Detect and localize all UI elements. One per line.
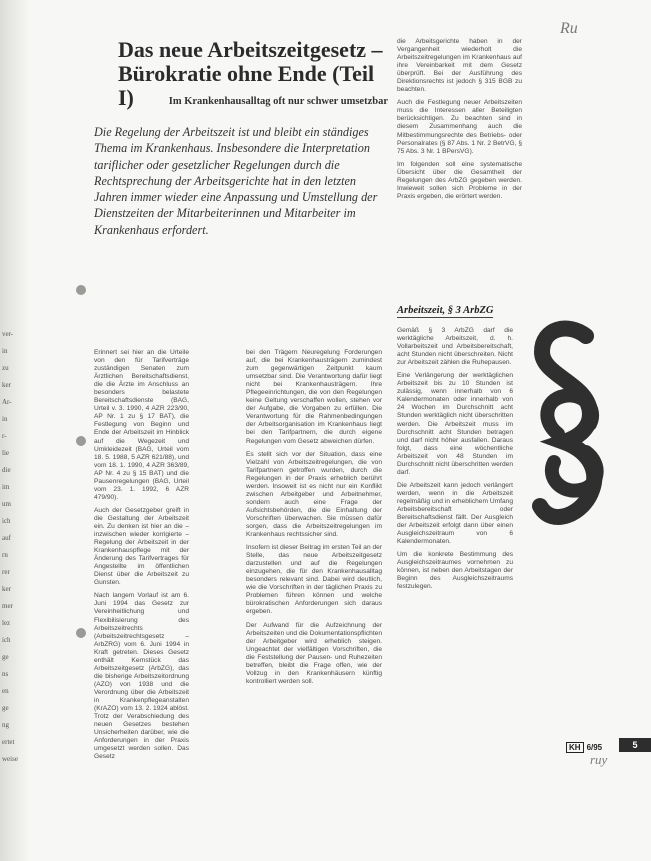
punch-hole-middle: [76, 436, 86, 446]
punch-hole-bottom: [76, 628, 86, 638]
margin-fragment: ns: [2, 670, 9, 678]
article-intro: Die Regelung der Arbeitszeit ist und bleibt ein ständiges Thema im Krankenhaus. Insbesondere die Interpretation tariflicher oder gesetzlicher Regelungen durch die Rechtsprechung der Arbeitsgerichte hat in den letzten Jahren immer wieder eine Anpassung und Umstellung der Dienstzeiten der Mitarbeiterinnen und Mitarbeiter im Krankenhaus erfordert.: [94, 125, 378, 237]
handwritten-note-top: Ru: [560, 20, 578, 37]
paragraph: Auch der Gesetzgeber greift in die Gestaltung der Arbeitszeit ein. Zu denken ist hier an die – inzwischen wieder korrigierte – Regelung der Arbeitszeit in der Krankenhauspflege mit der Änderung des Tarifvertrages für Angestellte im öffentlichen Dienst über die Arbeitszeit zu Gunsten.: [94, 506, 189, 587]
paragraph: Eine Verlängerung der werktäglichen Arbeitszeit bis zu 10 Stunden ist zulässig, wenn innerhalb von 6 Kalendermonaten oder innerhalb von 24 Wochen im Durchschnitt acht Stunden werktäglich nicht überschritten werden. Die Arbeitszeit muss im Durchschnitt acht Stunden betragen und darf nicht höher ausfallen. Daraus folgt, dass eine wöchentliche Arbeitszeit von 48 Stunden im Durchschnitt nicht überschritten werden darf.: [397, 372, 513, 476]
margin-fragment: mer: [2, 602, 13, 610]
margin-fragment: die: [2, 466, 11, 474]
paragraph: Gemäß § 3 ArbZG darf die werktägliche Arbeitszeit, d. h. Vollarbeitszeit und Arbeitsbereitschaft, acht Stunden nicht überschreiten. Nicht zur Arbeitszeit zählen die Ruhepausen.: [397, 327, 513, 367]
margin-fragment: ich: [2, 636, 11, 644]
paragraph: Die Arbeitszeit kann jedoch verlängert werden, wenn in die Arbeitszeit regelmäßig und in erheblichem Umfang Arbeitsbereitschaft oder Bereitschaftsdienst fällt. Der Ausgleich der Arbeitszeit erfolgt dann über einen Ausgleichszeitraum von 6 Kalendermonaten.: [397, 481, 513, 546]
margin-fragment: weise: [2, 755, 18, 763]
handwritten-note-bottom: ruy: [590, 752, 608, 767]
paragraph: Im folgenden soll eine systematische Übersicht über die Gesamtheit der Regelungen des ArbZG gegeben werden. Inwieweit sollen sich Probleme in der Praxis ergeben, die erörtert werden.: [397, 160, 522, 200]
paragraph: Insofern ist dieser Beitrag im ersten Teil an der Stelle, das neue Arbeitszeitgesetz darzustellen und auf die Regelungen einzugehen, die für den Krankenhausalltag besonders relevant sind. Dabei wird deutlich, wie die Vorschriften in der täglichen Praxis zu Problemen führen können und welche bürokratischen Anforderungen sich daraus ergeben.: [246, 544, 382, 616]
margin-fragment: Ar-: [2, 398, 12, 406]
margin-fragment: um: [2, 500, 11, 508]
margin-fragment: ich: [2, 517, 11, 525]
margin-fragment: rn: [2, 551, 8, 559]
margin-fragment: in: [2, 347, 8, 355]
section-heading: Arbeitszeit, § 3 ArbZG: [397, 305, 494, 316]
body-column-1: [94, 349, 189, 761]
margin-fragment: ertet: [2, 738, 15, 746]
paragraph: Nach langem Vorlauf ist am 6. Juni 1994 das Gesetz zur Vereinheitlichung und Flexibilisierung des Arbeitszeitrechts (Arbeitszeitrechtsgesetz – ArbZRG) vom 6. Juni 1994 in Kraft getreten. Dieses Gesetz enthält Kernstück das Arbeitszeitgesetz (ArbZG), das die bisherige Arbeitszeitordnung (AZO) von 1938 und die Verordnung über die Arbeitszeit in Krankenpflegeanstalten (KrAZO) vom 13. 2. 1924 ablöst. Trotz der Verabschiedung des neuen Gesetzes bestehen Unsicherheiten darüber, wie die Anforderungen in der Praxis umgesetzt werden sollen. Das Gesetz: [94, 592, 189, 761]
margin-fragment: zu: [2, 364, 9, 372]
paragraph: die Arbeitsgerichte haben in der Vergangenheit wiederholt die Arbeitszeitregelungen im Krankenhaus auf ihre Vereinbarkeit mit dem Gesetz überprüft. Bei der Ausführung des Direktionsrechts ist jedoch § 315 BGB zu beachten.: [397, 38, 522, 94]
margin-fragment: ge: [2, 653, 9, 661]
paragraph: bei den Trägern Neuregelung Forderungen auf, die bei Krankenhausträgern zumindest zum gegenwärtigen Zeitpunkt kaum umsetzbar sind. Die Verantwortung dafür liegt nicht bei Krankenhausträgern. Ihre Pflegeeinrichtungen, die von den Regelungen keine Geltung verschaffen wollen, stehen vor der Aufgabe, die Vorgaben zu erfüllen. Die Verantwortung für die Rahmenbedingungen der Arbeitsorganisation im Krankenhaus liegt bei den Tarifpartnern, die durch eigene Regelungen vom Gesetz abweichen dürfen.: [246, 349, 382, 445]
margin-fragment: ver-: [2, 330, 14, 338]
article-subtitle: Im Krankenhausalltag oft nur schwer umsetzbar: [168, 96, 388, 107]
margin-fragment: ng: [2, 721, 9, 729]
paragraph: Es stellt sich vor der Situation, dass eine Vielzahl von Arbeitszeitregelungen, die von Tarifpartnern getroffen wurden, durch die Regelungen in der Praxis erheblich berührt werden. Insoweit ist es nicht nur ein Konflikt zwischen Arbeitgeber und Arbeitnehmer, sondern auch eine Frage der Aufsichtsbehörden, die die Einhaltung der Vorschriften überwachen. Sie müssen dafür sorgen, dass die Arbeitszeitregelungen im Krankenhaus rechtssicher sind.: [246, 450, 382, 539]
issue-number: 6/95: [586, 743, 603, 752]
paragraph: Auch die Festlegung neuer Arbeitszeiten muss die Interessen aller Beteiligten berücksichtigen. Zu beachten sind in diesem Zusammenhang auch die Mitbestimmungsrechte des Betriebs- oder Personalrates (§ 87 Abs. 1 Nr. 2 BetrVG, § 75 Abs. 3 Nr. 1 BPersVG).: [397, 99, 522, 155]
margin-fragment: lie: [2, 449, 9, 457]
paragraph: Um die konkrete Bestimmung des Ausgleichszeitraumes vornehmen zu können, ist neben den Arbeitstagen der Beginn des Ausgleichszeitraums festzulegen.: [397, 551, 513, 591]
page-number: 5: [619, 738, 651, 752]
paragraph-sign-icon: [528, 318, 616, 558]
margin-fragment: lez: [2, 619, 11, 627]
body-column-3-top: [397, 38, 522, 308]
article-title: Das neue Arbeitszeitgesetz – Bürokratie ohne Ende (Teil I): [118, 37, 383, 110]
margin-fragment: rer: [2, 568, 10, 576]
paragraph: Der Aufwand für die Aufzeichnung der Arbeitszeiten und die Dokumentationspflichten der Arbeitgeber wird erheblich steigen. Ungeachtet der vielfältigen Vorschriften, die die Feststellung der Pausen- und Ruhezeiten betreffen, bleibt die Frage offen, wie der Vollzug in den Krankenhäusern künftig kontrolliert werden soll.: [246, 621, 382, 685]
body-column-2: [246, 349, 382, 859]
paragraph: Erinnert sei hier an die Urteile von den für Tarifverträge zuständigen Senaten zum Ärztlichen Bereitschaftsdienst, die die Ärzte im Anschluss an besonders belastete Bereitschaftsdienste (BAG, Urteil v. 3. 1990, 4 AZR 223/90, AP Nr. 1 zu § 17 BAT), die Festlegung von Beginn und Ende der Arbeitszeit im Hinblick auf die Wegezeit und Umkleidezeit (BAG, Urteil vom 18. 5. 1988, 5 AZR 621/88), und vom 18. 1. 1990, 4 AZR 363/89, AP Nr. 4 zu § 15 BAT) und die Pausenregelungen (BAG, Urteil vom 23. 1. 1992, 6 AZR 479/90).: [94, 349, 189, 501]
margin-fragment: ge: [2, 704, 9, 712]
body-column-3-bottom: [397, 327, 513, 757]
margin-fragment: en: [2, 687, 9, 695]
punch-hole-top: [76, 285, 86, 295]
margin-fragment: r-: [2, 432, 7, 440]
margin-fragment: ker: [2, 381, 11, 389]
journal-logo: KH: [566, 742, 584, 753]
binding-shadow: [0, 0, 28, 861]
margin-fragment: ker: [2, 585, 11, 593]
margin-fragment: in: [2, 415, 8, 423]
margin-fragment: im: [2, 483, 10, 491]
margin-fragment: auf: [2, 534, 11, 542]
